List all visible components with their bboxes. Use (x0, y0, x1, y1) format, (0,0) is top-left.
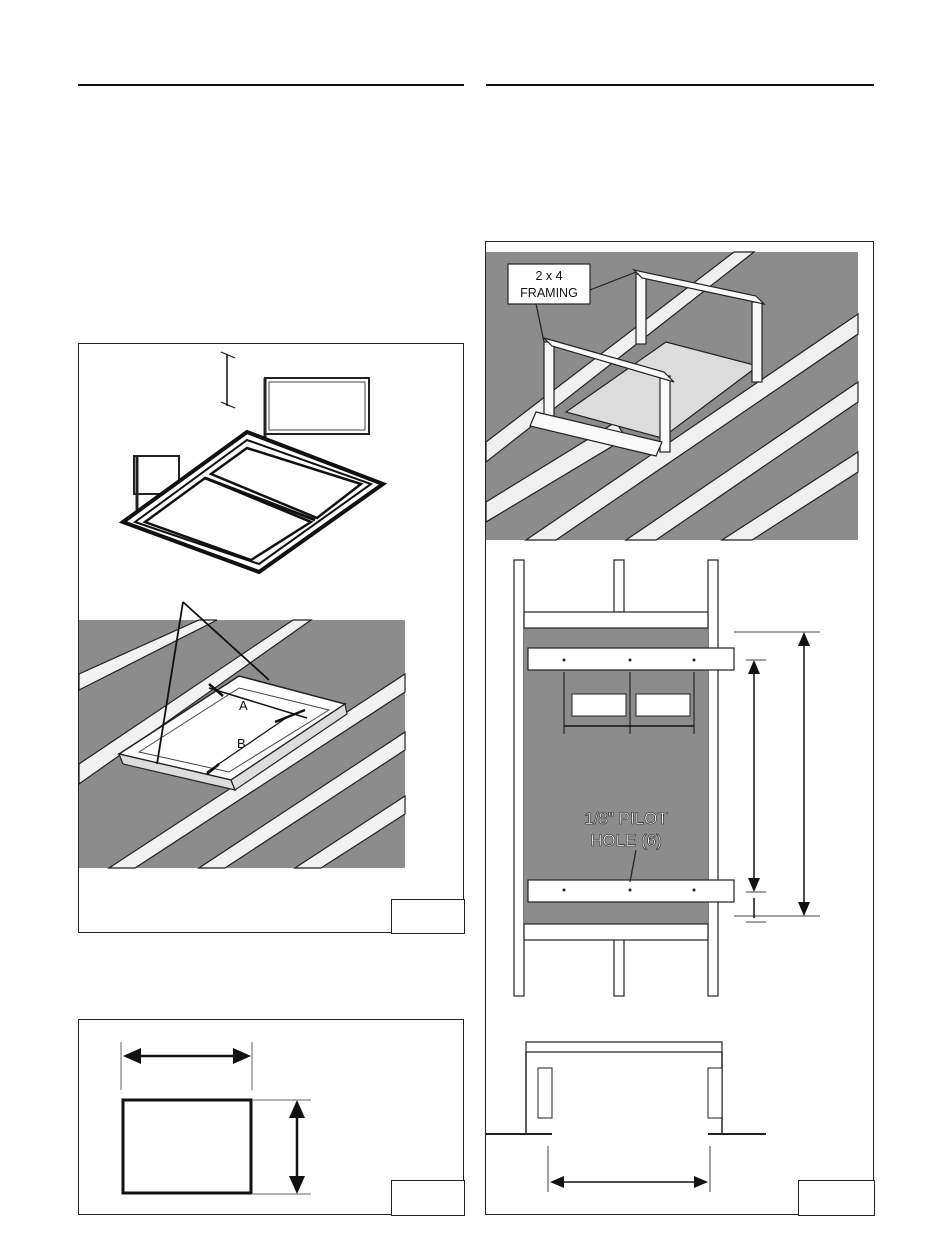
left-column-rule (78, 84, 464, 86)
pilot-hole-label-line1: 1/8" PILOT (584, 809, 668, 828)
figure-number-box (798, 1180, 875, 1216)
figure-number-box (391, 899, 465, 934)
dimension-a-label: A (239, 698, 248, 713)
figure-framing (485, 241, 874, 1215)
right-column-rule (486, 84, 874, 86)
unit-installation-drawing (79, 344, 465, 934)
pilot-hole-label-line2: HOLE (6) (590, 831, 662, 850)
figure-opening-size (78, 1019, 464, 1215)
framing-callout-line1: 2 x 4 (535, 269, 563, 283)
framing-drawing (486, 242, 875, 1216)
figure-number-box (391, 1180, 465, 1216)
figure-unit-installation (78, 343, 464, 933)
framing-callout-line2: FRAMING (520, 286, 578, 300)
dimension-b-label: B (237, 736, 246, 751)
